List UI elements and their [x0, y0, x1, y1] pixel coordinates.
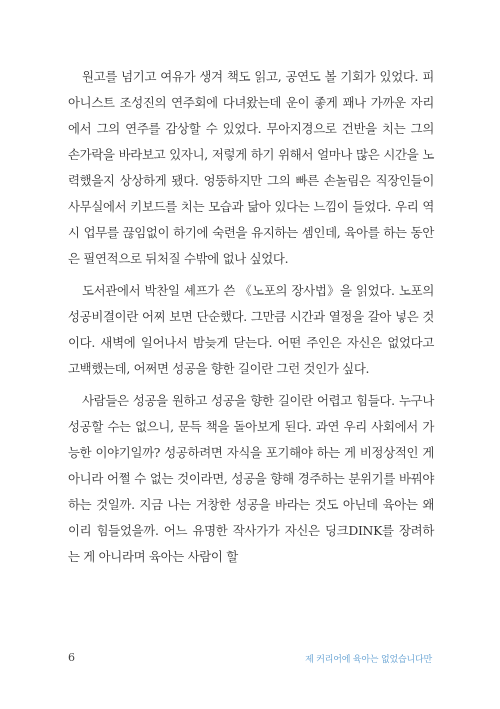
body-text	[68, 64, 434, 570]
paragraph-2: 도서관에서 박찬일 셰프가 쓴 《노포의 장사법》을 읽었다. 노포의 성공비결이란 어찌 보면 단순했다. 그만큼 시간과 열정을 갈아 넣은 것이다. 새벽에 일어나서 밤늦게 닫는다. 어떤 주인은 자신은 없었다고 고백했는데, 어쩌면 성공을 향한 길이란 그런 것인가 싶다.	[68, 283, 434, 376]
page-footer	[68, 651, 432, 667]
page-number: 6	[68, 651, 75, 664]
running-title: 제 커리어에 육아는 없었습니다만	[305, 655, 432, 665]
paragraph-3: 사람들은 성공을 원하고 성공을 향한 길이란 어렵고 힘들다. 누구나 성공할 수는 없으니, 문득 책을 돌아보게 된다. 과연 우리 사회에서 가능한 이야기일까? 성공하려면 자식을 포기해야 하는 게 비정상적인 게 아니라 어쩔 수 없는 것이라면, 성공을 향해 경주하는 분위기를 바꿔야 하는 것일까. 지금 나는 거창한 성공을 바라는 것도 아닌데 육아는 왜 이리 힘들었을까. 어느 유명한 작사가가 자신은 딩크DINK를 장려하는 게 아니라며 육아는 사람이 할	[68, 393, 434, 564]
paragraph-1: 원고를 넘기고 여유가 생겨 책도 읽고, 공연도 볼 기회가 있었다. 피아니스트 조성진의 연주회에 다녀왔는데 운이 좋게 꽤나 가까운 자리에서 그의 연주를 감상할 수 있었다. 무아지경으로 건반을 치는 그의 손가락을 바라보고 있자니, 저렇게 하기 위해서 얼마나 많은 시간을 노력했을지 상상하게 됐다. 엉뚱하지만 그의 빠른 손놀림은 직장인들이 사무실에서 키보드를 치는 모습과 닮아 있다는 느낌이 들었다. 우리 역시 업무를 끊임없이 하기에 숙련을 유지하는 셈인데, 육아를 하는 동안은 필연적으로 뒤처질 수밖에 없나 싶었다.	[68, 69, 434, 266]
